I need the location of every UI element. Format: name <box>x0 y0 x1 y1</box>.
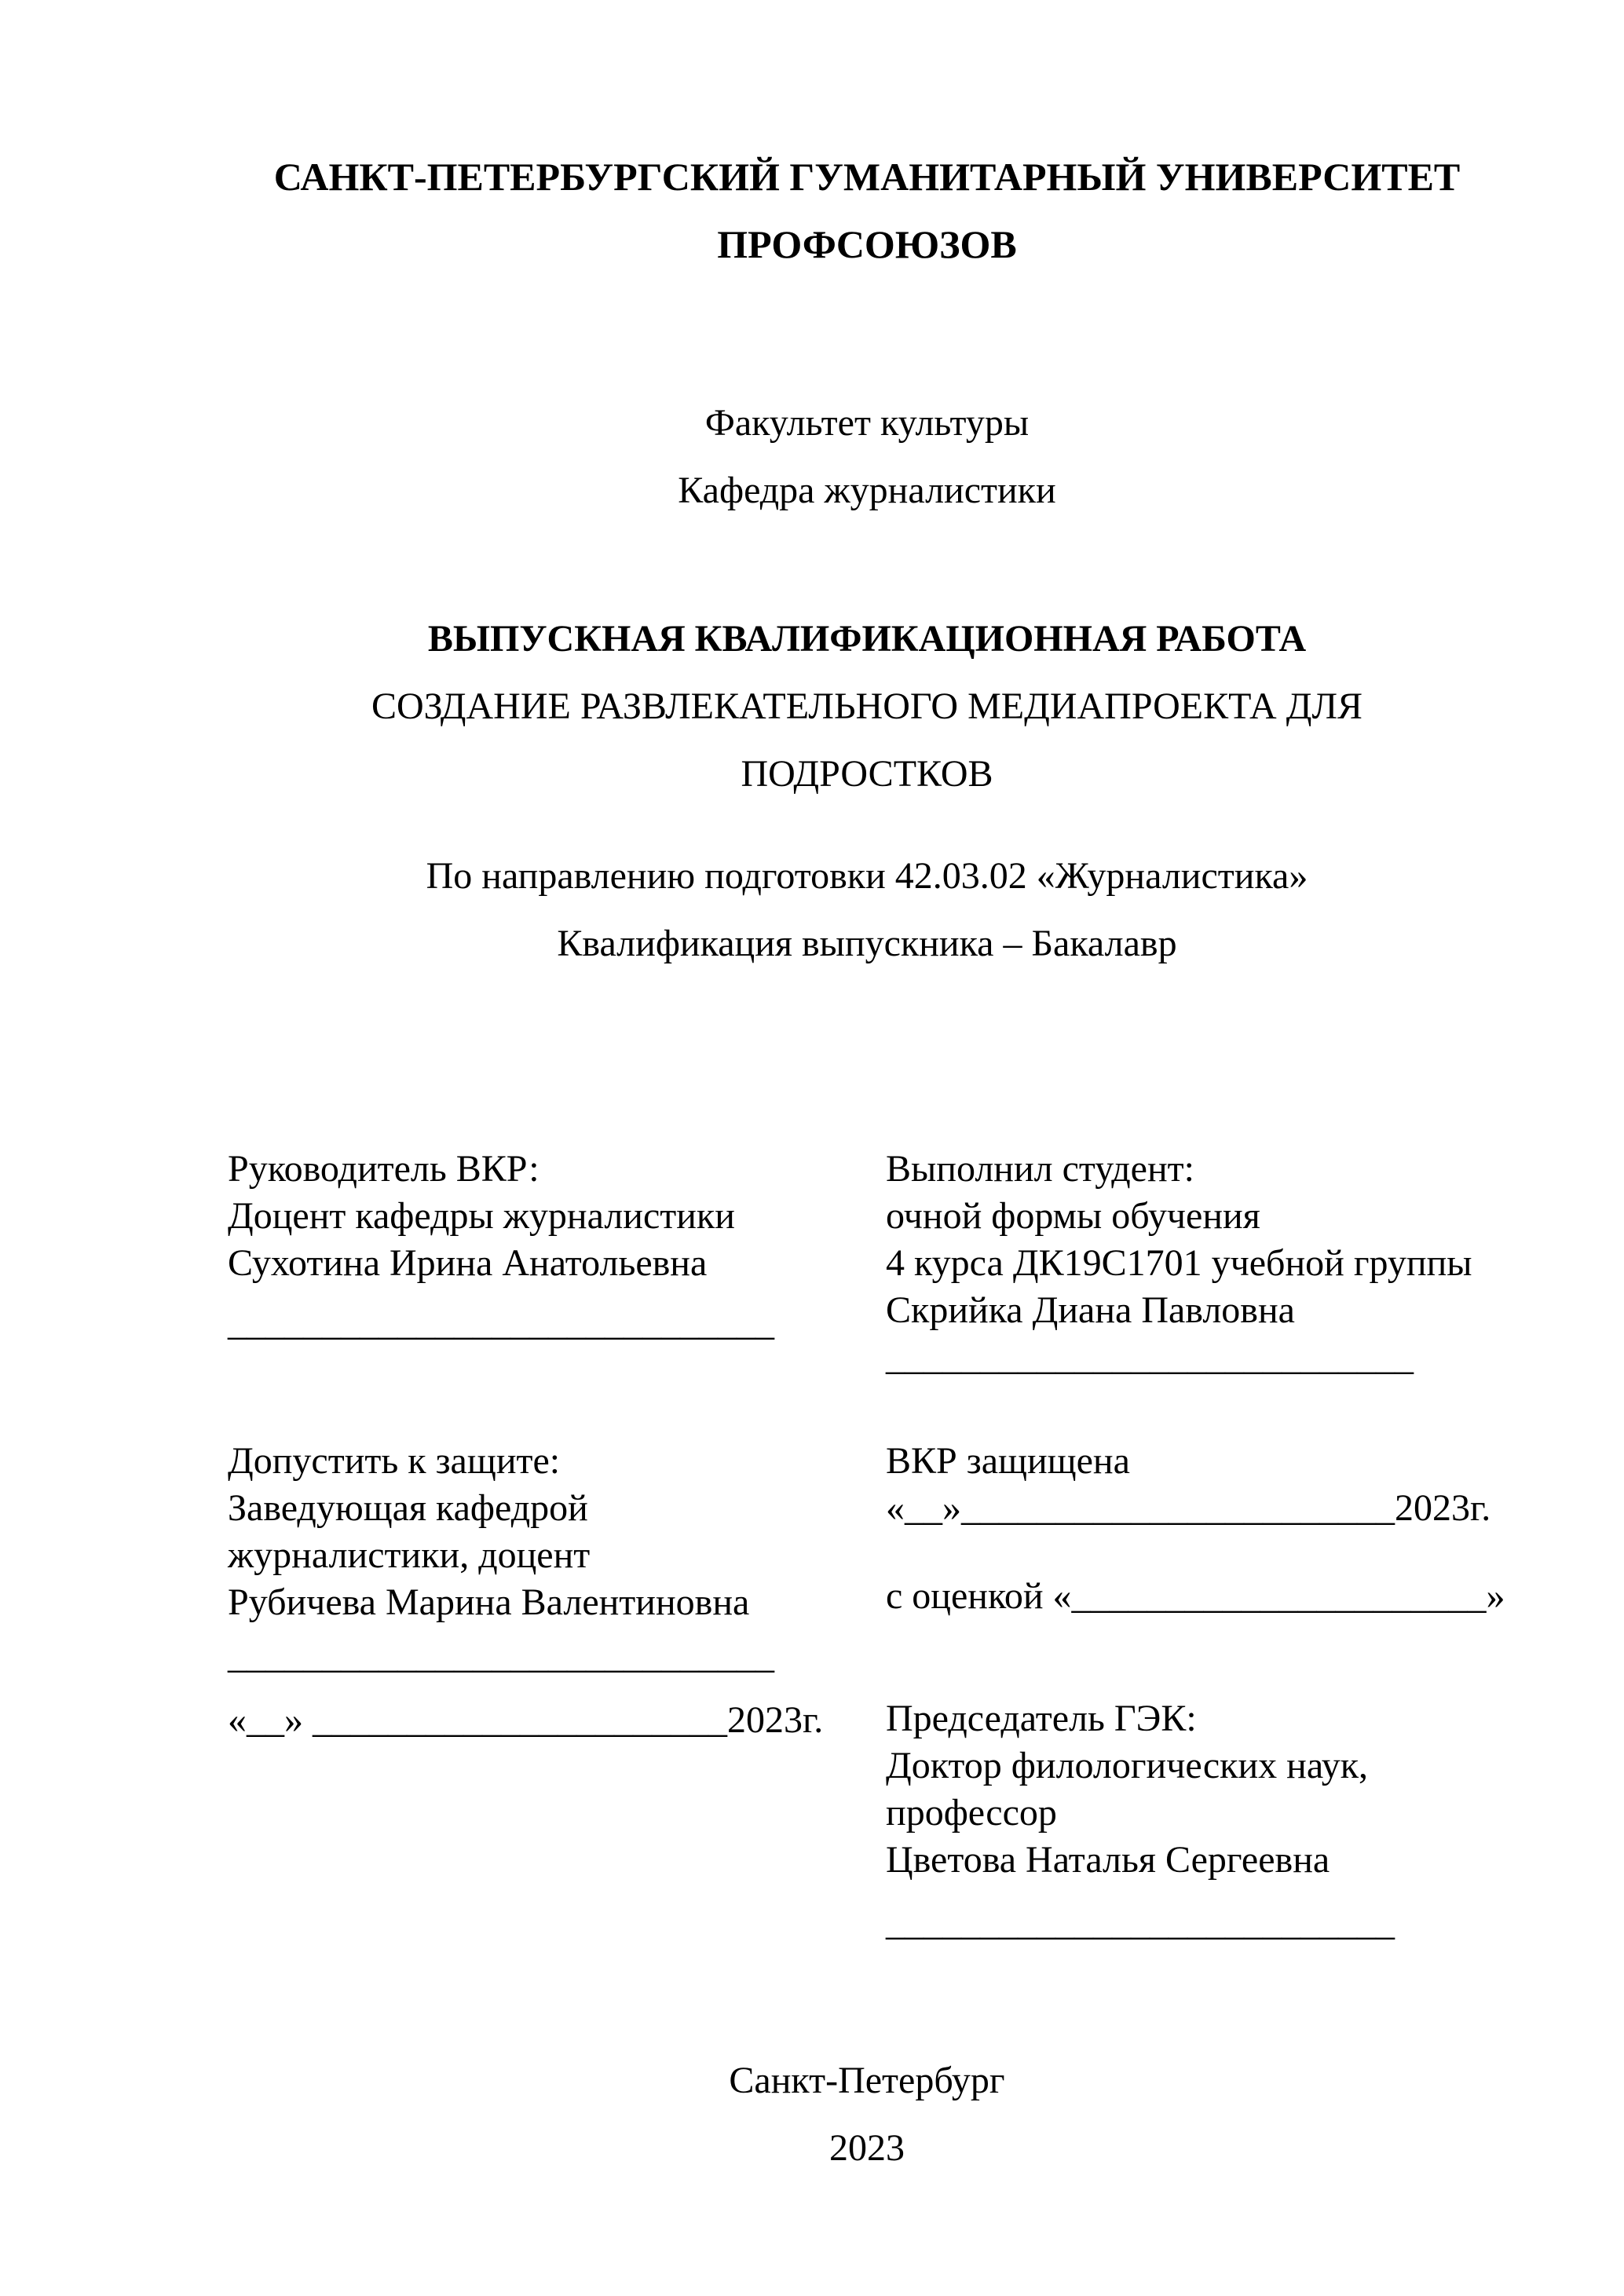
department-name: Кафедра журналистики <box>678 470 1056 511</box>
admission-name: Рубичева Марина Валентиновна <box>228 1581 750 1623</box>
faculty-department-block <box>228 389 1506 525</box>
admission-date-line: «__» ______________________2023г. <box>228 1699 824 1741</box>
supervisor-signature-line: _____________________________ <box>228 1302 774 1344</box>
work-type-heading: ВЫПУСКНАЯ КВАЛИФИКАЦИОННАЯ РАБОТА <box>427 618 1307 660</box>
defense-status: ВКР защищена <box>886 1440 1130 1482</box>
chairman-position: профессор <box>886 1792 1057 1834</box>
defense-grade-line: с оценкой «______________________» <box>886 1575 1505 1617</box>
supervisor-student-row <box>228 1146 1506 1381</box>
student-signature-line: ____________________________ <box>886 1336 1414 1378</box>
thesis-title-line1: СОЗДАНИЕ РАЗВЛЕКАТЕЛЬНОГО МЕДИАПРОЕКТА ДЛЯ <box>371 686 1363 727</box>
faculty-name: Факультет культуры <box>704 402 1030 444</box>
university-name-line2: ПРОФСОЮЗОВ <box>717 222 1017 266</box>
student-role: Выполнил студент: <box>886 1148 1194 1190</box>
student-study-form: очной формы обучения <box>886 1195 1260 1237</box>
defense-date-line: «__»_______________________2023г. <box>886 1487 1491 1529</box>
student-name: Скрийка Диана Павловна <box>886 1289 1295 1331</box>
admission-position-line1: Заведующая кафедрой <box>228 1487 588 1529</box>
program-direction: По направлению подготовки 42.03.02 «Журналистика» <box>426 855 1308 897</box>
chairman-signature-line: ___________________________ <box>886 1902 1395 1943</box>
admission-heading: Допустить к защите: <box>228 1440 561 1482</box>
footer-year: 2023 <box>829 2127 905 2169</box>
defense-chairman-block <box>886 1438 1506 1947</box>
university-name-line1: САНКТ-ПЕТЕРБУРГСКИЙ ГУМАНИТАРНЫЙ УНИВЕРСИТЕТ <box>273 155 1461 199</box>
footer-block <box>228 2047 1506 2182</box>
thesis-title-block <box>228 673 1506 808</box>
chairman-name: Цветова Наталья Сергеевна <box>886 1839 1330 1881</box>
admission-defense-row <box>228 1438 1506 1947</box>
work-type-block <box>228 605 1506 673</box>
supervisor-position: Доцент кафедры журналистики <box>228 1195 735 1237</box>
chairman-degree: Доктор филологических наук, <box>886 1745 1369 1786</box>
chairman-block <box>886 1695 1506 1947</box>
supervisor-name: Сухотина Ирина Анатольевна <box>228 1242 708 1284</box>
student-group: 4 курса ДК19С1701 учебной группы <box>886 1242 1472 1284</box>
admission-block <box>228 1438 886 1947</box>
admission-signature-line: _____________________________ <box>228 1635 774 1676</box>
qualification-level: Квалификация выпускника – Бакалавр <box>557 923 1177 964</box>
chairman-role: Председатель ГЭК: <box>886 1698 1197 1739</box>
supervisor-block <box>228 1146 886 1381</box>
footer-city: Санкт-Петербург <box>729 2060 1005 2101</box>
admission-position-line2: журналистики, доцент <box>228 1534 591 1576</box>
thesis-title-line2: ПОДРОСТКОВ <box>741 753 993 795</box>
program-block <box>228 843 1506 978</box>
student-block <box>886 1146 1506 1381</box>
supervisor-role: Руководитель ВКР: <box>228 1148 540 1190</box>
